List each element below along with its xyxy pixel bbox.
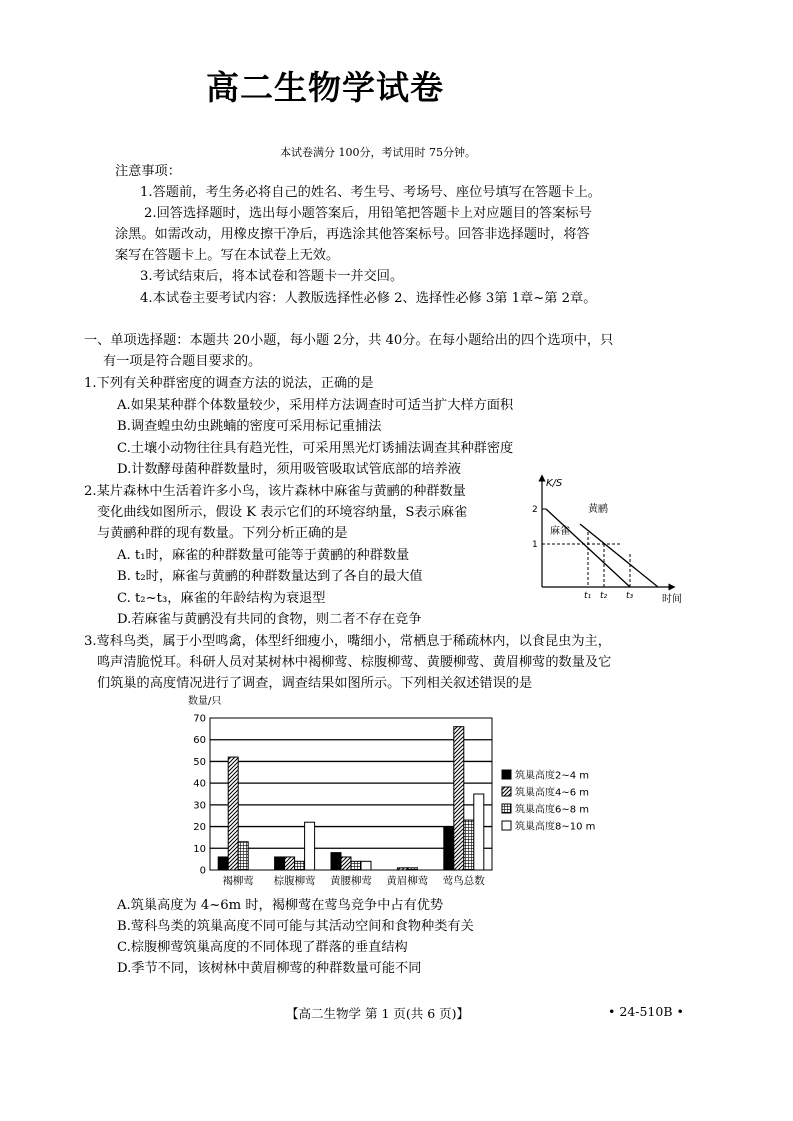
bar bbox=[295, 861, 305, 870]
bar bbox=[238, 842, 248, 870]
q2-stem-line3: 与黄鹂种群的现有数量。下列分析正确的是 bbox=[97, 526, 348, 541]
maque-label: 麻雀 bbox=[550, 526, 570, 537]
bar bbox=[285, 857, 295, 870]
legend-label: 筑巢高度6~8 m bbox=[515, 804, 590, 816]
footer-page-info: 【高二生物学 第 1 页(共 6 页)】 bbox=[286, 1006, 470, 1021]
note-item-4: 4.本试卷主要考试内容：人教版选择性必修 2、选择性必修 3第 1章~第 2章。 bbox=[140, 291, 597, 306]
y-tick-label: 60 bbox=[193, 735, 206, 747]
y-tick-1: 1 bbox=[532, 540, 538, 550]
y-tick-label: 70 bbox=[193, 713, 206, 725]
bar bbox=[407, 868, 417, 870]
bar bbox=[275, 857, 285, 870]
y-tick-label: 30 bbox=[193, 800, 206, 812]
note-item-2-line1: 2.回答选择题时，选出每小题答案后，用铅笔把答题卡上对应题目的答案标号 bbox=[144, 206, 592, 221]
y-tick-label: 40 bbox=[193, 778, 206, 790]
q3-stem-line1: 3.莺科鸟类，属于小型鸣禽，体型纤细瘦小，嘴细小，常栖息于稀疏林内，以食昆虫为主， bbox=[84, 634, 611, 649]
t1-label: t₁ bbox=[584, 591, 592, 601]
bar bbox=[331, 853, 341, 870]
bar bbox=[444, 827, 454, 870]
category-label: 黄眉柳莺 bbox=[386, 875, 429, 887]
q2-option-c: C. t₂~t₃，麻雀的年龄结构为衰退型 bbox=[117, 591, 326, 606]
note-item-2-line3: 案写在答题卡上。写在本试卷上无效。 bbox=[115, 248, 340, 263]
legend-swatch bbox=[502, 787, 511, 796]
section-heading-line2: 有一项是符合题目要求的。 bbox=[103, 354, 262, 369]
x-axis-label: 时间 bbox=[662, 594, 682, 605]
y-tick-label: 20 bbox=[193, 822, 206, 834]
huangli-label: 黄鹂 bbox=[588, 504, 608, 515]
q1-option-c: C.土壤小动物往往具有趋光性，可采用黑光灯诱捕法调查其种群密度 bbox=[117, 441, 514, 456]
bar bbox=[305, 822, 315, 870]
y-axis-label: K/S bbox=[546, 478, 563, 489]
q3-option-c: C.棕腹柳莺筑巢高度的不同体现了群落的垂直结构 bbox=[117, 940, 408, 955]
q3-stem-line3: 们筑巢的高度情况进行了调查，调查结果如图所示。下列相关叙述错误的是 bbox=[97, 676, 533, 691]
notes-heading: 注意事项： bbox=[115, 164, 181, 179]
bar bbox=[454, 727, 464, 870]
bar bbox=[464, 820, 474, 870]
category-label: 莺鸟总数 bbox=[442, 875, 485, 887]
q2-population-graph bbox=[520, 472, 700, 610]
legend-label: 筑巢高度8~10 m bbox=[515, 821, 596, 833]
bar bbox=[351, 861, 361, 870]
note-item-3: 3.考试结束后，将本试卷和答题卡一并交回。 bbox=[140, 269, 404, 284]
q1-option-d: D.计数酵母菌种群数量时，须用吸管吸取试管底部的培养液 bbox=[117, 462, 461, 477]
y-tick-label: 10 bbox=[193, 843, 206, 855]
q2-option-d: D.若麻雀与黄鹂没有共同的食物，则二者不存在竞争 bbox=[117, 612, 422, 627]
q3-stem-line2: 鸣声清脆悦耳。科研人员对某树林中褐柳莺、棕腹柳莺、黄腰柳莺、黄眉柳莺的数量及它 bbox=[97, 655, 612, 670]
legend-swatch bbox=[502, 821, 511, 830]
y-tick-label: 50 bbox=[193, 756, 206, 768]
bar bbox=[228, 757, 238, 870]
note-item-2-line2: 涂黑。如需改动，用橡皮擦干净后，再选涂其他答案标号。回答非选择题时，将答 bbox=[115, 227, 590, 242]
category-label: 棕腹柳莺 bbox=[273, 875, 316, 887]
legend-swatch bbox=[502, 770, 511, 779]
bar bbox=[361, 861, 371, 870]
y-tick-2: 2 bbox=[532, 505, 538, 515]
legend-label: 筑巢高度2~4 m bbox=[515, 770, 590, 782]
t2-label: t₂ bbox=[600, 591, 608, 601]
bar bbox=[341, 857, 351, 870]
q3-bar-chart bbox=[180, 692, 600, 897]
footer-code: • 24-510B • bbox=[608, 1004, 684, 1019]
bar bbox=[218, 857, 228, 870]
q3-option-d: D.季节不同，该树林中黄眉柳莺的种群数量可能不同 bbox=[117, 961, 422, 976]
note-item-1: 1.答题前，考生务必将自己的姓名、考生号、考场号、座位号填写在答题卡上。 bbox=[140, 185, 601, 200]
q3-option-a: A.筑巢高度为 4~6m 时，褐柳莺在莺鸟竞争中占有优势 bbox=[117, 898, 444, 913]
bar bbox=[474, 794, 484, 870]
category-label: 褐柳莺 bbox=[222, 875, 254, 887]
q2-stem-line1: 2.某片森林中生活着许多小鸟，该片森林中麻雀与黄鹂的种群数量 bbox=[84, 484, 466, 499]
category-label: 黄腰柳莺 bbox=[330, 875, 372, 887]
exam-info: 本试卷满分 100分，考试用时 75分钟。 bbox=[280, 146, 476, 159]
chart-y-label: 数量/只 bbox=[188, 696, 222, 707]
section-heading-line1: 一、单项选择题：本题共 20小题，每小题 2分，共 40分。在每小题给出的四个选项中，只 bbox=[84, 333, 614, 348]
q2-stem-line2: 变化曲线如图所示，假设 K 表示它们的环境容纳量，S表示麻雀 bbox=[97, 505, 468, 520]
page-title: 高二生物学试卷 bbox=[206, 68, 444, 107]
q2-option-b: B. t₂时，麻雀与黄鹂的种群数量达到了各自的最大值 bbox=[117, 569, 423, 584]
q2-option-a: A. t₁时，麻雀的种群数量可能等于黄鹂的种群数量 bbox=[117, 548, 410, 563]
y-tick-label: 0 bbox=[199, 865, 206, 877]
legend-swatch bbox=[502, 804, 511, 813]
legend-label: 筑巢高度4~6 m bbox=[515, 787, 590, 799]
bar bbox=[397, 868, 407, 870]
q1-stem: 1.下列有关种群密度的调查方法的说法，正确的是 bbox=[84, 376, 374, 391]
q1-option-a: A.如果某种群个体数量较少，采用样方法调查时可适当扩大样方面积 bbox=[117, 398, 514, 413]
q3-option-b: B.莺科鸟类的筑巢高度不同可能与其活动空间和食物种类有关 bbox=[117, 919, 474, 934]
t3-label: t₃ bbox=[626, 591, 634, 601]
q1-option-b: B.调查蝗虫幼虫跳蝻的密度可采用标记重捕法 bbox=[117, 419, 382, 434]
